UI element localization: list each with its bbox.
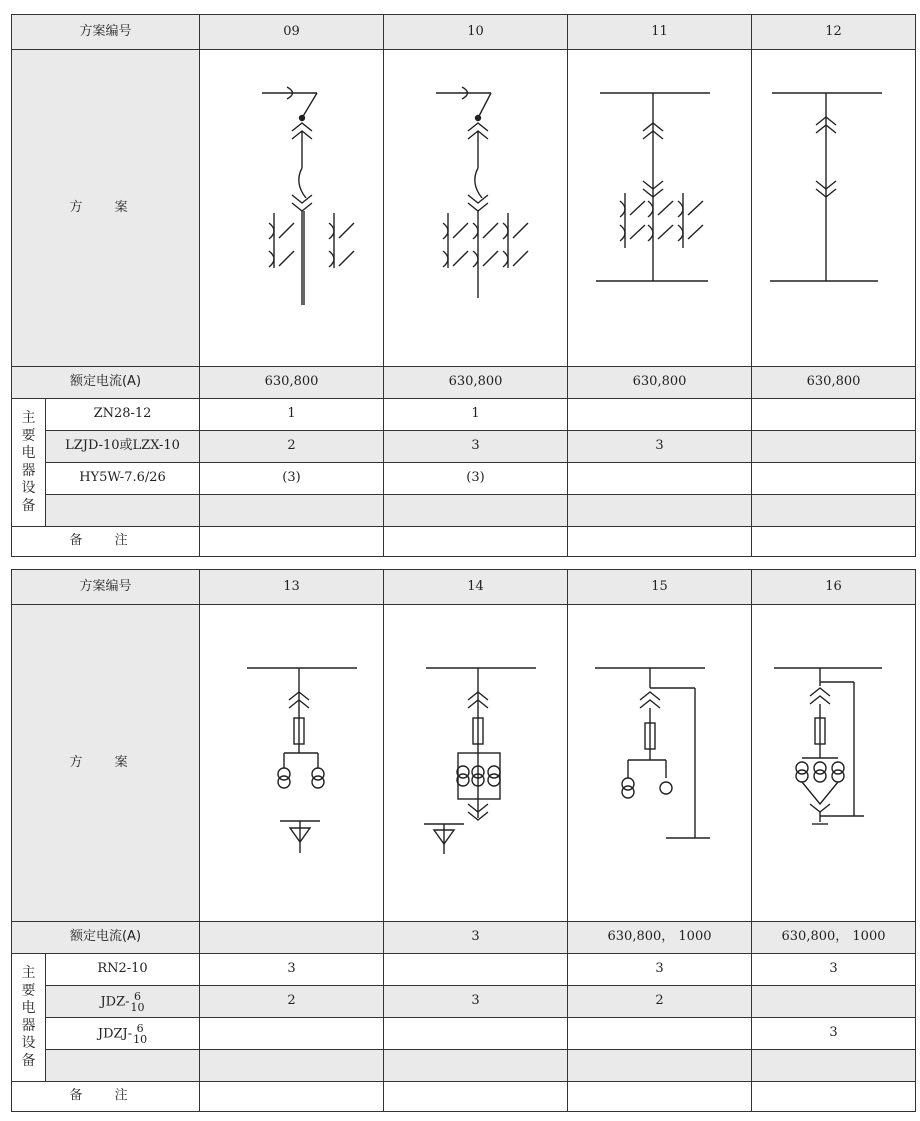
- equipment-name-text: JDZJ-: [97, 1026, 133, 1041]
- equipment-qty: [200, 1018, 384, 1050]
- breaker-scheme-icon: [202, 53, 382, 363]
- remark-cell: [752, 1082, 916, 1112]
- equipment-name: RN2-10: [46, 954, 200, 986]
- fraction: [131, 991, 145, 1013]
- pt-triple-scheme-icon: [754, 608, 914, 918]
- equipment-qty: 2: [200, 431, 384, 463]
- side-char: 备: [21, 1052, 36, 1069]
- equipment-row: [12, 495, 916, 527]
- disconnect-link-scheme-icon: [754, 53, 914, 363]
- scheme-number-13: 13: [200, 570, 384, 605]
- fraction-top: 6: [134, 989, 142, 1003]
- main-equipment-label: [12, 954, 46, 1082]
- rated-current-value: 3: [384, 922, 568, 954]
- pt-side-bus-scheme-icon: [570, 608, 750, 918]
- rated-current-row: [12, 367, 916, 399]
- equipment-row: [12, 399, 916, 431]
- equipment-name: [46, 1050, 200, 1082]
- equipment-qty: 3: [200, 954, 384, 986]
- side-char: 要: [21, 982, 36, 999]
- side-char: 要: [21, 427, 36, 444]
- rated-current-value: [200, 922, 384, 954]
- scheme-number-10: 10: [384, 15, 568, 50]
- remark-row: [12, 1082, 916, 1112]
- equipment-qty: 3: [752, 954, 916, 986]
- rated-current-value: 630,800: [752, 367, 916, 399]
- rated-current-value: 630,800: [568, 367, 752, 399]
- side-char: 主: [21, 965, 36, 981]
- scheme-diagram-row: [12, 50, 916, 367]
- diagram-cell-11: [568, 50, 752, 367]
- equipment-qty: [384, 1018, 568, 1050]
- breaker-arrester-scheme-icon: [386, 53, 566, 363]
- equipment-qty: [200, 495, 384, 527]
- diagram-cell-10: [384, 50, 568, 367]
- remark-cell: [568, 527, 752, 557]
- rated-current-label: 额定电流(A): [12, 922, 200, 954]
- equipment-qty: [752, 495, 916, 527]
- equipment-qty: [752, 1050, 916, 1082]
- equipment-qty: (3): [384, 463, 568, 495]
- scheme-label: 方 案: [12, 605, 200, 922]
- equipment-qty: 2: [568, 986, 752, 1018]
- equipment-name: HY5W-7.6/26: [46, 463, 200, 495]
- side-char: 电: [21, 445, 36, 461]
- remark-row: [12, 527, 916, 557]
- equipment-name: ZN28-12: [46, 399, 200, 431]
- equipment-qty: [752, 463, 916, 495]
- equipment-qty: [568, 1018, 752, 1050]
- fraction-top: 6: [136, 1021, 144, 1035]
- scheme-diagram-row: [12, 605, 916, 922]
- equipment-qty: [384, 1050, 568, 1082]
- equipment-qty: 3: [568, 431, 752, 463]
- remark-cell: [752, 527, 916, 557]
- equipment-qty: [200, 1050, 384, 1082]
- side-char: 设: [21, 1035, 36, 1051]
- rated-current-value: 630,800: [384, 367, 568, 399]
- remark-cell: [384, 527, 568, 557]
- scheme-table-1: [11, 14, 916, 557]
- equipment-name: [46, 495, 200, 527]
- equipment-row: [12, 1050, 916, 1082]
- scheme-number-11: 11: [568, 15, 752, 50]
- equipment-row: [12, 986, 916, 1018]
- equipment-qty: 3: [384, 986, 568, 1018]
- equipment-name-text: JDZ-: [100, 994, 130, 1009]
- side-char: 备: [21, 497, 36, 514]
- equipment-qty: [568, 1050, 752, 1082]
- equipment-qty: 3: [752, 1018, 916, 1050]
- equipment-qty: [568, 495, 752, 527]
- equipment-row: [12, 954, 916, 986]
- diagram-cell-14: [384, 605, 568, 922]
- diagram-cell-15: [568, 605, 752, 922]
- equipment-qty: [384, 954, 568, 986]
- equipment-qty: 2: [200, 986, 384, 1018]
- equipment-qty: (3): [200, 463, 384, 495]
- remark-cell: [200, 527, 384, 557]
- main-equipment-label: [12, 399, 46, 527]
- remark-label: 备 注: [12, 1082, 200, 1112]
- rated-current-value: 630,800， 1000: [568, 922, 752, 954]
- equipment-qty: [752, 986, 916, 1018]
- equipment-qty: 1: [384, 399, 568, 431]
- equipment-qty: [384, 495, 568, 527]
- equipment-qty: 1: [200, 399, 384, 431]
- scheme-number-16: 16: [752, 570, 916, 605]
- equipment-row: [12, 1018, 916, 1050]
- side-char: 主: [21, 410, 36, 426]
- rated-current-row: [12, 922, 916, 954]
- scheme-table-2: [11, 569, 916, 1112]
- diagram-cell-16: [752, 605, 916, 922]
- equipment-qty: [752, 431, 916, 463]
- pt-fuse-scheme-icon: [202, 608, 382, 918]
- scheme-number-09: 09: [200, 15, 384, 50]
- remark-label: 备 注: [12, 527, 200, 557]
- ct-busbar-scheme-icon: [570, 53, 750, 363]
- side-char: 器: [21, 462, 36, 479]
- fraction: [133, 1023, 147, 1045]
- scheme-number-14: 14: [384, 570, 568, 605]
- rated-current-value: 630,800: [200, 367, 384, 399]
- remark-cell: [200, 1082, 384, 1112]
- diagram-cell-13: [200, 605, 384, 922]
- pt-fuse-arrester-scheme-icon: [386, 608, 566, 918]
- scheme-number-label: 方案编号: [12, 15, 200, 50]
- header-row: [12, 15, 916, 50]
- equipment-name: LZJD-10或LZX-10: [46, 431, 200, 463]
- equipment-qty: [568, 463, 752, 495]
- scheme-number-label: 方案编号: [12, 570, 200, 605]
- fraction-bottom: 10: [130, 1000, 145, 1014]
- equipment-qty: 3: [568, 954, 752, 986]
- diagram-cell-12: [752, 50, 916, 367]
- equipment-qty: 3: [384, 431, 568, 463]
- side-char: 电: [21, 1000, 36, 1016]
- diagram-cell-09: [200, 50, 384, 367]
- equipment-row: [12, 431, 916, 463]
- scheme-number-15: 15: [568, 570, 752, 605]
- scheme-label: 方 案: [12, 50, 200, 367]
- side-char: 设: [21, 480, 36, 496]
- equipment-name: [46, 986, 200, 1018]
- scheme-number-12: 12: [752, 15, 916, 50]
- side-char: 器: [21, 1017, 36, 1034]
- rated-current-value: 630,800， 1000: [752, 922, 916, 954]
- equipment-qty: [752, 399, 916, 431]
- equipment-name: [46, 1018, 200, 1050]
- equipment-row: [12, 463, 916, 495]
- fraction-bottom: 10: [133, 1032, 148, 1046]
- remark-cell: [568, 1082, 752, 1112]
- rated-current-label: 额定电流(A): [12, 367, 200, 399]
- equipment-qty: [568, 399, 752, 431]
- header-row: [12, 570, 916, 605]
- remark-cell: [384, 1082, 568, 1112]
